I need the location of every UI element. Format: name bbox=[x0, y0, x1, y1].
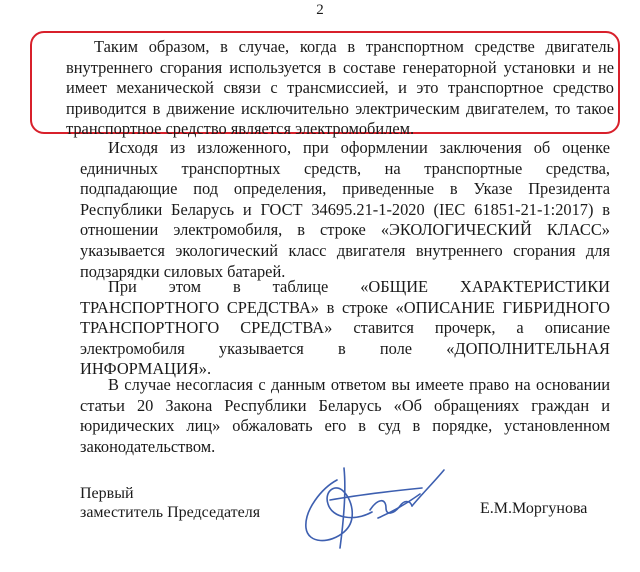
paragraph-text: В случае несогласия с данным ответом вы имеете право на основании статьи 20 Закона Республики Беларусь «Об обращениях граждан и юридических лиц» обжаловать его в суд в порядке, установленном законодательством. bbox=[80, 375, 610, 456]
paragraph-text: При этом в таблице «ОБЩИЕ ХАРАКТЕРИСТИКИ ТРАНСПОРТНОГО СРЕДСТВА» в строке «ОПИСАНИЕ ГИБРИДНОГО ТРАНСПОРТНОГО СРЕДСТВА» ставится прочерк, а описание электромобиля указывается в поле «ДОПОЛНИТЕЛЬНАЯ ИНФОРМАЦИЯ». bbox=[80, 277, 610, 379]
paragraph-assessment bbox=[80, 138, 610, 282]
paragraph-conclusion bbox=[66, 37, 614, 140]
paragraph-appeal-rights bbox=[80, 375, 610, 457]
handwritten-signature-icon bbox=[282, 448, 452, 558]
signatory-title-line1: Первый bbox=[80, 485, 134, 502]
signatory-title-line2: заместитель Председателя bbox=[80, 504, 261, 521]
signatory-title bbox=[80, 484, 260, 522]
paragraph-table-instructions bbox=[80, 277, 610, 380]
paragraph-text: Таким образом, в случае, когда в транспортном средстве двигатель внутреннего сгорания используется в составе генераторной установки и не имеет механической связи с трансмиссией, и это транспортное средство приводится в движение исключительно электрическим двигателем, то такое транспортное средство является электромобилем. bbox=[66, 37, 614, 139]
signatory-name: Е.М.Моргунова bbox=[480, 500, 588, 517]
page-number: 2 bbox=[316, 2, 324, 18]
paragraph-text: Исходя из изложенного, при оформлении заключения об оценке единичных транспортных средств, на транспортные средства, подпадающие под определения, приведенные в Указе Президента Республики Беларусь и ГОСТ 34695.21-1-2020 (IEC 61851-21-1:2017) в отношении электромобиля, в строке «ЭКОЛОГИЧЕСКИЙ КЛАСС» указывается экологический класс двигателя внутреннего сгорания для подзарядки силовых батарей. bbox=[80, 138, 610, 281]
